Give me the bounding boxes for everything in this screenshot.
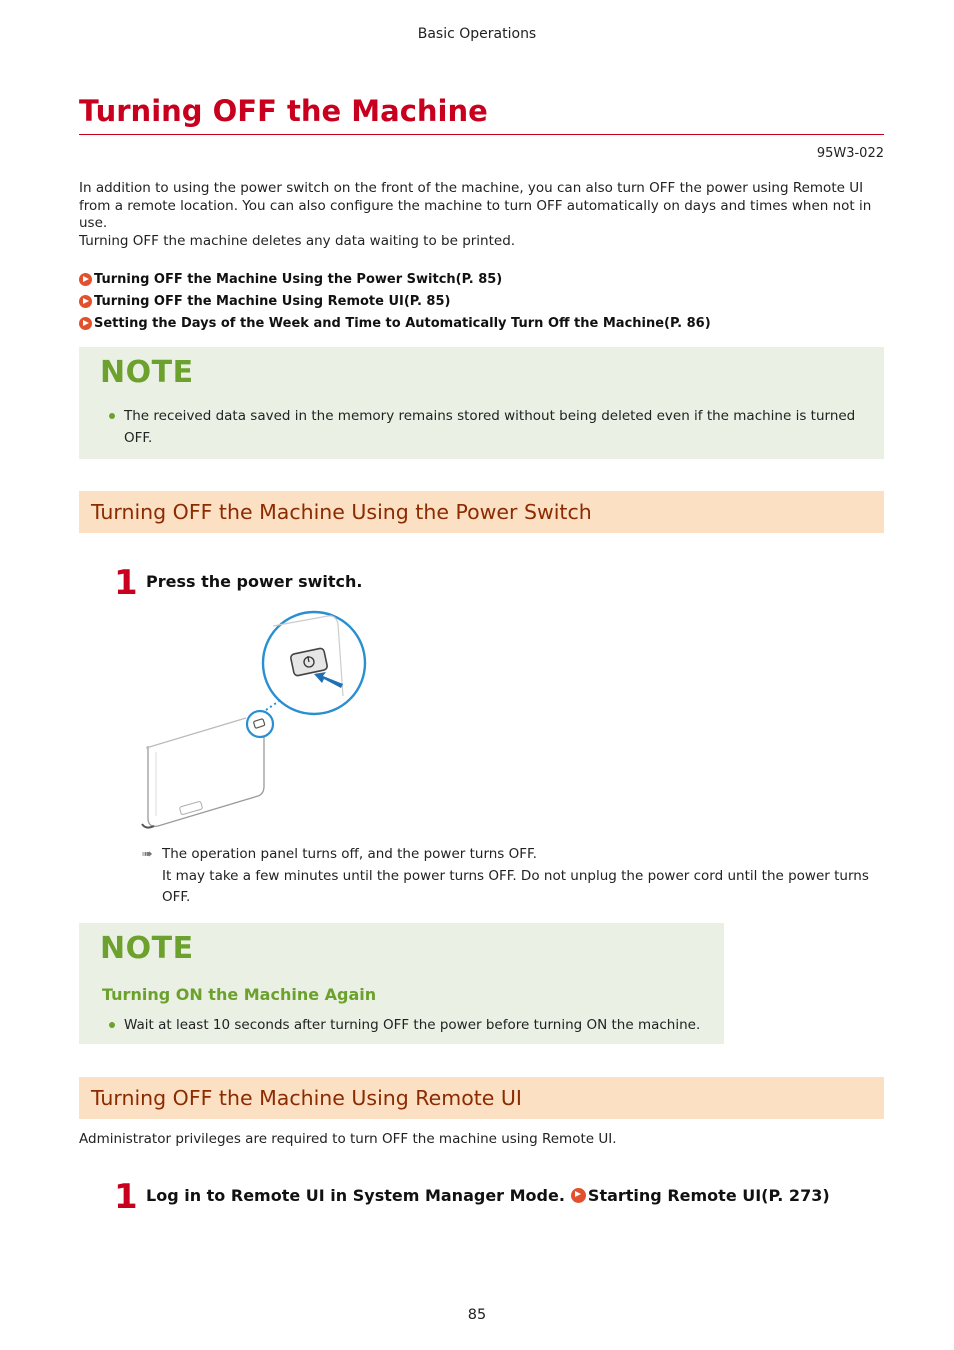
link-label: Starting Remote UI(P. 273) <box>587 1186 830 1205</box>
remote-ui-link[interactable] <box>571 1186 830 1205</box>
link-arrow-icon <box>79 317 92 330</box>
document-id: 95W3-022 <box>816 146 884 161</box>
step-result <box>142 844 887 909</box>
intro-paragraph-2: Turning OFF the machine deletes any data waiting to be printed. <box>79 232 516 249</box>
note-subheading: Turning ON the Machine Again <box>102 985 377 1004</box>
section-heading-remote-ui <box>79 1077 884 1119</box>
page-number: 85 <box>467 1307 487 1323</box>
note-list <box>79 405 869 449</box>
section-intro: Administrator privileges are required to turn OFF the machine using Remote UI. <box>79 1131 617 1147</box>
link-arrow-icon <box>79 295 92 308</box>
result-arrow-icon: ➠ <box>142 847 153 862</box>
link-arrow-icon <box>79 273 92 286</box>
page-title: Turning OFF the Machine <box>79 94 488 128</box>
result-detail: It may take a few minutes until the power turns OFF. Do not unplug the power cord until the power turns OFF. <box>162 867 869 905</box>
step-number: 1 <box>114 1177 138 1217</box>
link-power-switch[interactable] <box>79 268 711 290</box>
step-instruction: Press the power switch. <box>146 572 363 591</box>
note-heading: NOTE <box>100 931 194 966</box>
machine-base <box>142 824 154 828</box>
note-box-2 <box>79 923 724 1044</box>
power-switch-illustration <box>138 606 378 834</box>
result-text: The operation panel turns off, and the power turns OFF. <box>162 846 537 862</box>
step-instruction-row <box>146 1186 830 1205</box>
running-header: Basic Operations <box>417 26 537 42</box>
title-rule <box>79 134 884 135</box>
note-heading: NOTE <box>100 355 194 390</box>
intro-paragraph-1: In addition to using the power switch on the front of the machine, you can also turn OFF the power using Remote UI from a remote location. You can also configure the machine to turn OFF automatically on days and times when not in use. <box>79 180 872 231</box>
link-remote-ui[interactable] <box>79 290 711 312</box>
section-heading-power-switch <box>79 491 884 533</box>
link-label: Turning OFF the Machine Using Remote UI(P. 85) <box>94 293 451 309</box>
section-title: Turning OFF the Machine Using Remote UI <box>91 1086 522 1110</box>
link-label: Turning OFF the Machine Using the Power Switch(P. 85) <box>94 271 503 287</box>
machine-body-outline <box>148 716 264 826</box>
link-list <box>79 268 711 334</box>
power-switch-highlight <box>247 711 273 737</box>
link-label: Setting the Days of the Week and Time to Automatically Turn Off the Machine(P. 86) <box>94 315 711 331</box>
note-list <box>79 1014 719 1036</box>
section-title: Turning OFF the Machine Using the Power Switch <box>91 500 592 524</box>
step-number: 1 <box>114 563 138 603</box>
note-item: Wait at least 10 seconds after turning OFF the power before turning ON the machine. <box>79 1014 719 1036</box>
machine-top-edge <box>146 718 246 748</box>
step-instruction: Log in to Remote UI in System Manager Mode. <box>146 1186 565 1205</box>
note-box-1 <box>79 347 884 459</box>
intro-text <box>79 180 884 250</box>
note-item: The received data saved in the memory remains stored without being deleted even if the machine is turned OFF. <box>79 405 869 449</box>
paper-drawer-handle <box>179 801 202 815</box>
link-arrow-icon <box>571 1188 586 1203</box>
link-auto-shutdown[interactable] <box>79 312 711 334</box>
